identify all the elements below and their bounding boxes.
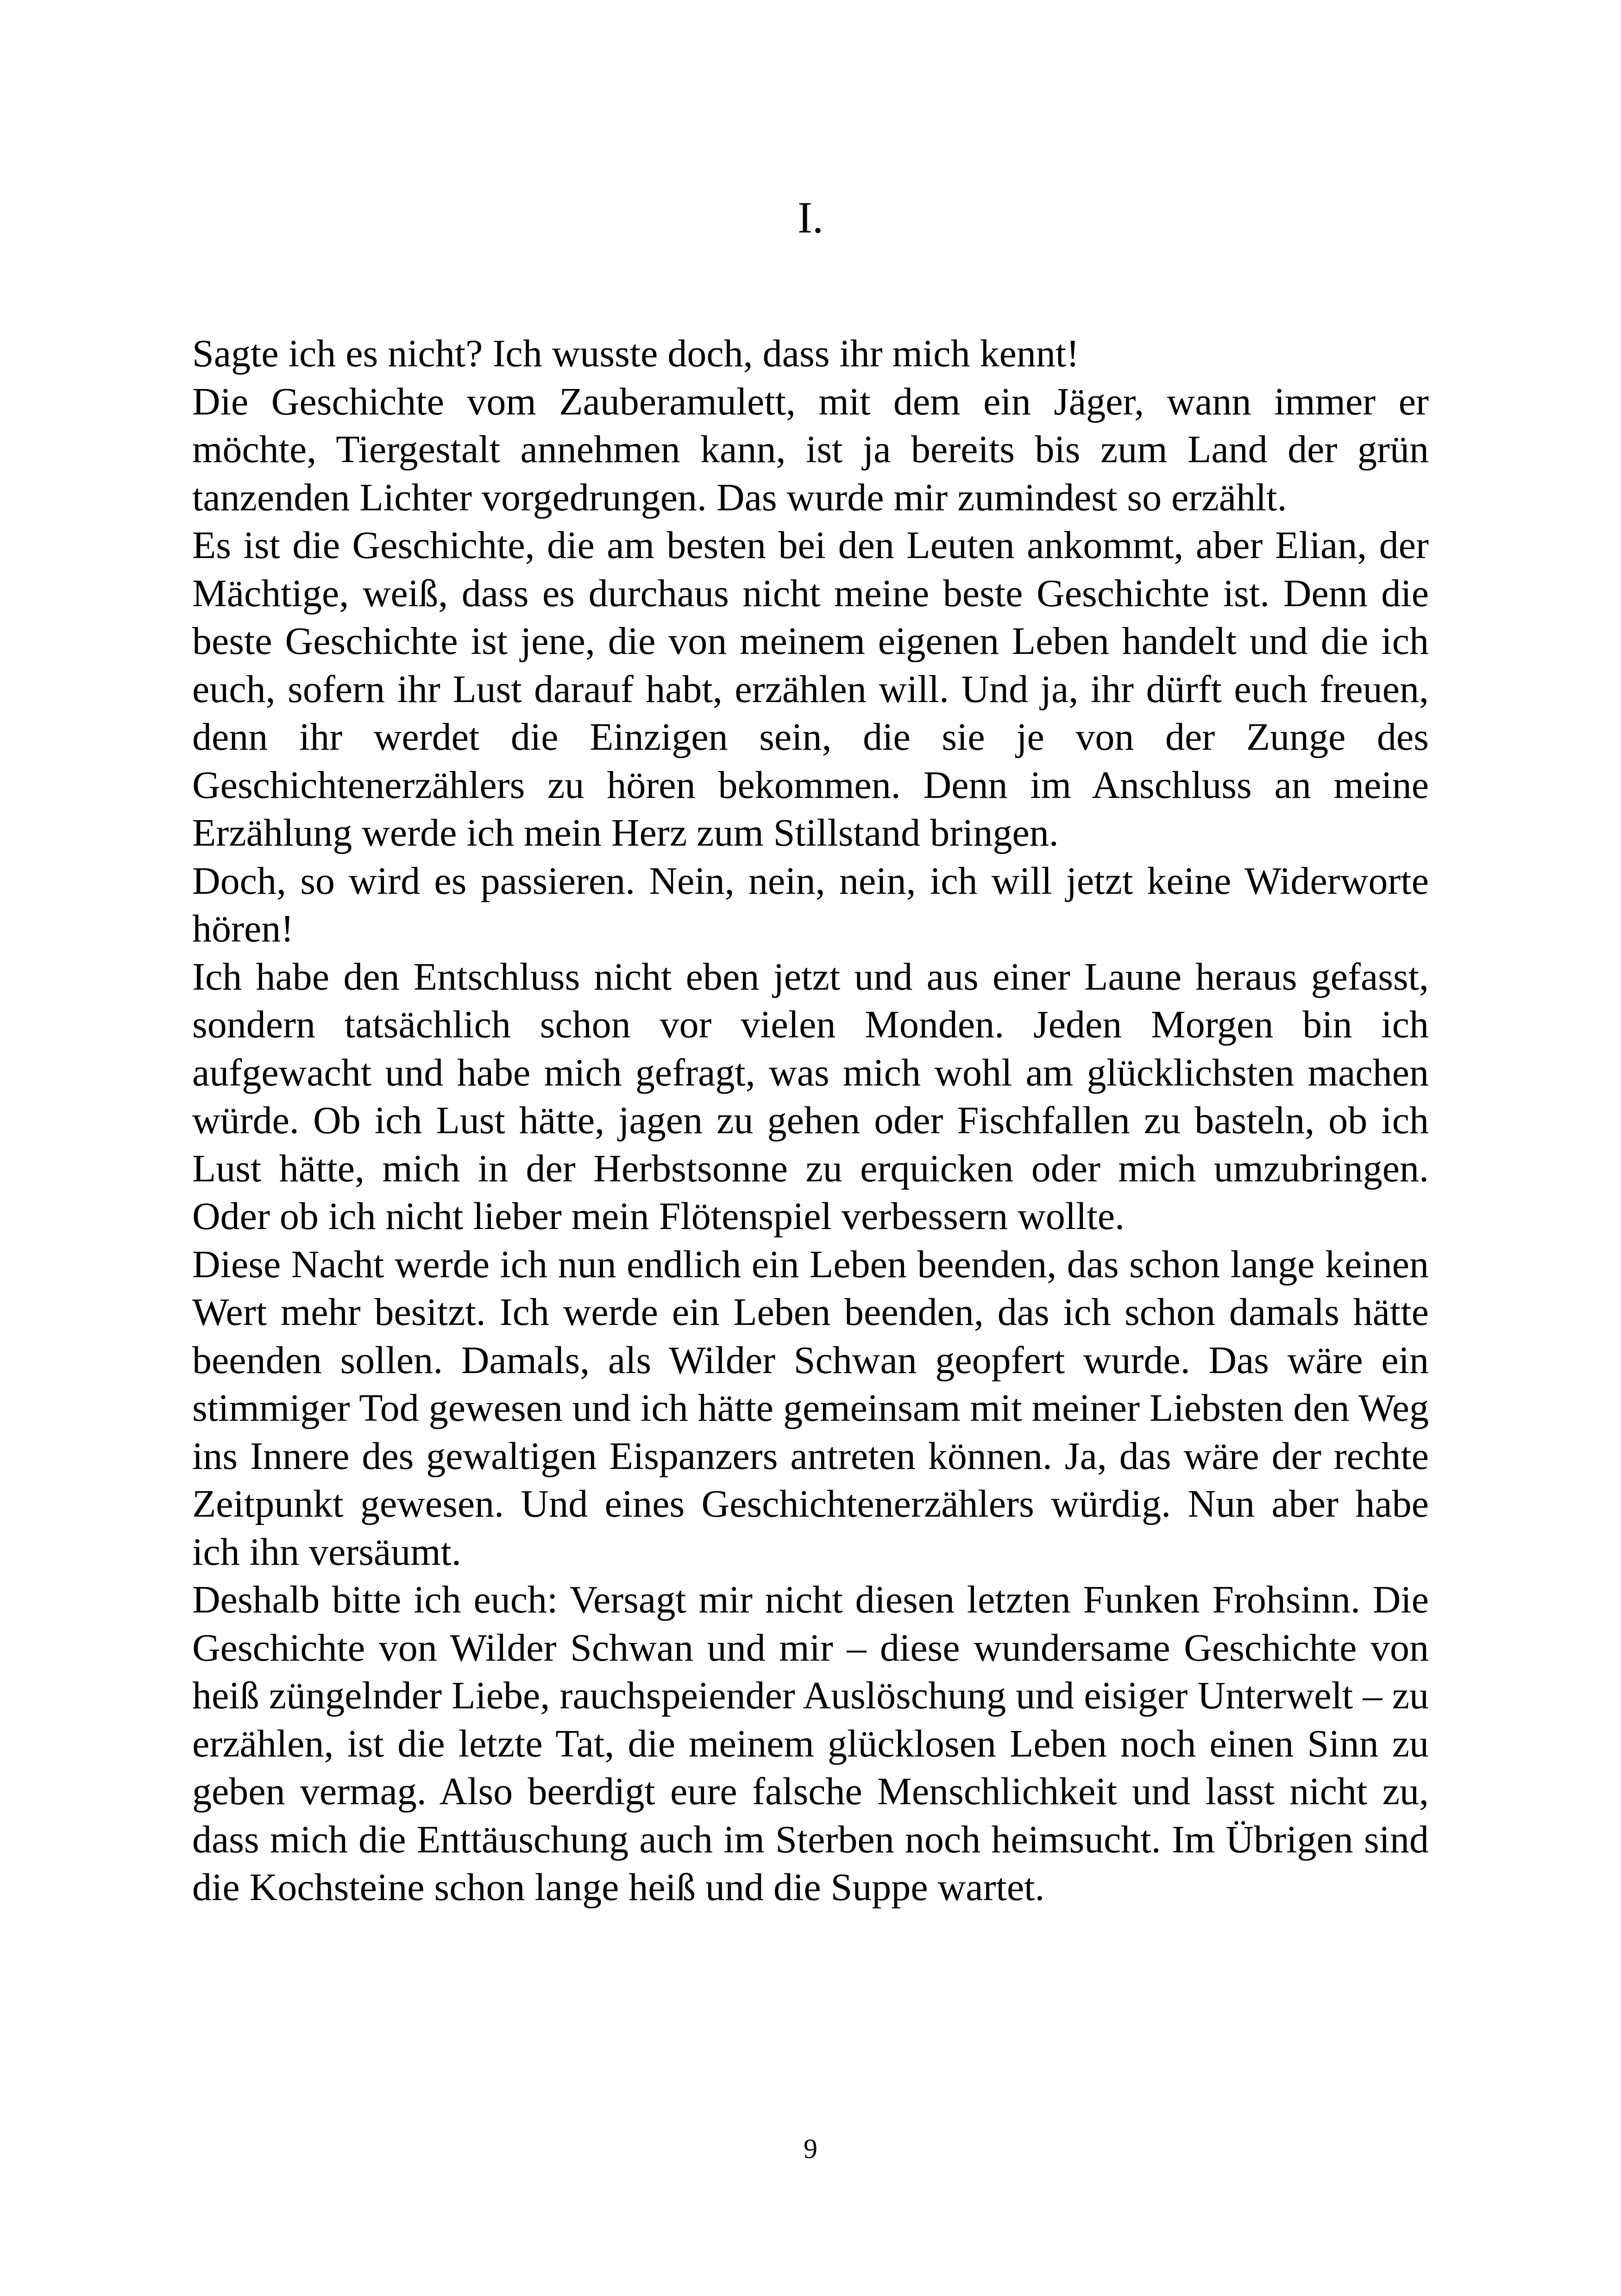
page-number: 9: [804, 2133, 817, 2164]
paragraph: Es ist die Geschichte, die am besten bei den Leuten ankommt, aber Elian, der Mächtige, weiß, dass es durchaus nicht meine beste Geschichte ist. Denn die beste Geschichte ist jene, die von meinem eigenen Leben handelt und die ich euch, sofern ihr Lust darauf habt, erzählen will. Und ja, ihr dürft euch freuen, denn ihr werdet die Einzigen sein, die sie je von der Zunge des Geschichtenerzählers zu hören bekommen. Denn im Anschluss an meine Erzählung werde ich mein Herz zum Stillstand bringen.: [192, 524, 1429, 854]
paragraph: Diese Nacht werde ich nun endlich ein Leben beenden, das schon lange keinen Wert mehr besitzt. Ich werde ein Leben beenden, das ich schon damals hätte beenden sollen. Damals, als Wilder Schwan geopfert wurde. Das wäre ein stimmiger Tod gewesen und ich hätte gemeinsam mit meiner Liebsten den Weg ins Innere des gewaltigen Eispanzers antreten können. Ja, das wäre der rechte Zeitpunkt gewesen. Und eines Geschichtenerzählers würdig. Nun aber habe ich ihn versäumt.: [192, 1242, 1429, 1574]
paragraph: Doch, so wird es passieren. Nein, nein, nein, ich will jetzt keine Widerworte hören!: [192, 859, 1429, 950]
chapter-heading: I.: [798, 193, 823, 242]
paragraph: Die Geschichte vom Zauberamulett, mit dem ein Jäger, wann immer er möchte, Tiergestalt annehmen kann, ist ja bereits bis zum Land der grün tanzenden Lichter vorgedrungen. Das wurde mir zumindest so erzählt.: [192, 380, 1429, 519]
paragraph: Deshalb bitte ich euch: Versagt mir nicht diesen letzten Funken Frohsinn. Die Geschichte von Wilder Schwan und mir – diese wundersame Geschichte von heiß züngelnder Liebe, rauchspeiender Auslöschung und eisiger Unterwelt – zu erzählen, ist die letzte Tat, die meinem glücklosen Leben noch einen Sinn zu geben vermag. Also beerdigt eure falsche Menschlichkeit und lasst nicht zu, dass mich die Enttäuschung auch im Sterben noch heimsucht. Im Übrigen sind die Kochsteine schon lange heiß und die Suppe wartet.: [192, 1578, 1429, 1909]
paragraph: Sagte ich es nicht? Ich wusste doch, dass ihr mich kennt!: [192, 332, 1080, 375]
paragraph: Ich habe den Entschluss nicht eben jetzt und aus einer Laune heraus gefasst, sondern tatsächlich schon vor vielen Monden. Jeden Morgen bin ich aufgewacht und habe mich gefragt, was mich wohl am glücklichsten machen würde. Ob ich Lust hätte, jagen zu gehen oder Fischfallen zu basteln, ob ich Lust hätte, mich in der Herbstsonne zu erquicken oder mich umzubringen. Oder ob ich nicht lieber mein Flötenspiel verbessern wollte.: [192, 955, 1429, 1238]
body-text: [192, 330, 1429, 1912]
